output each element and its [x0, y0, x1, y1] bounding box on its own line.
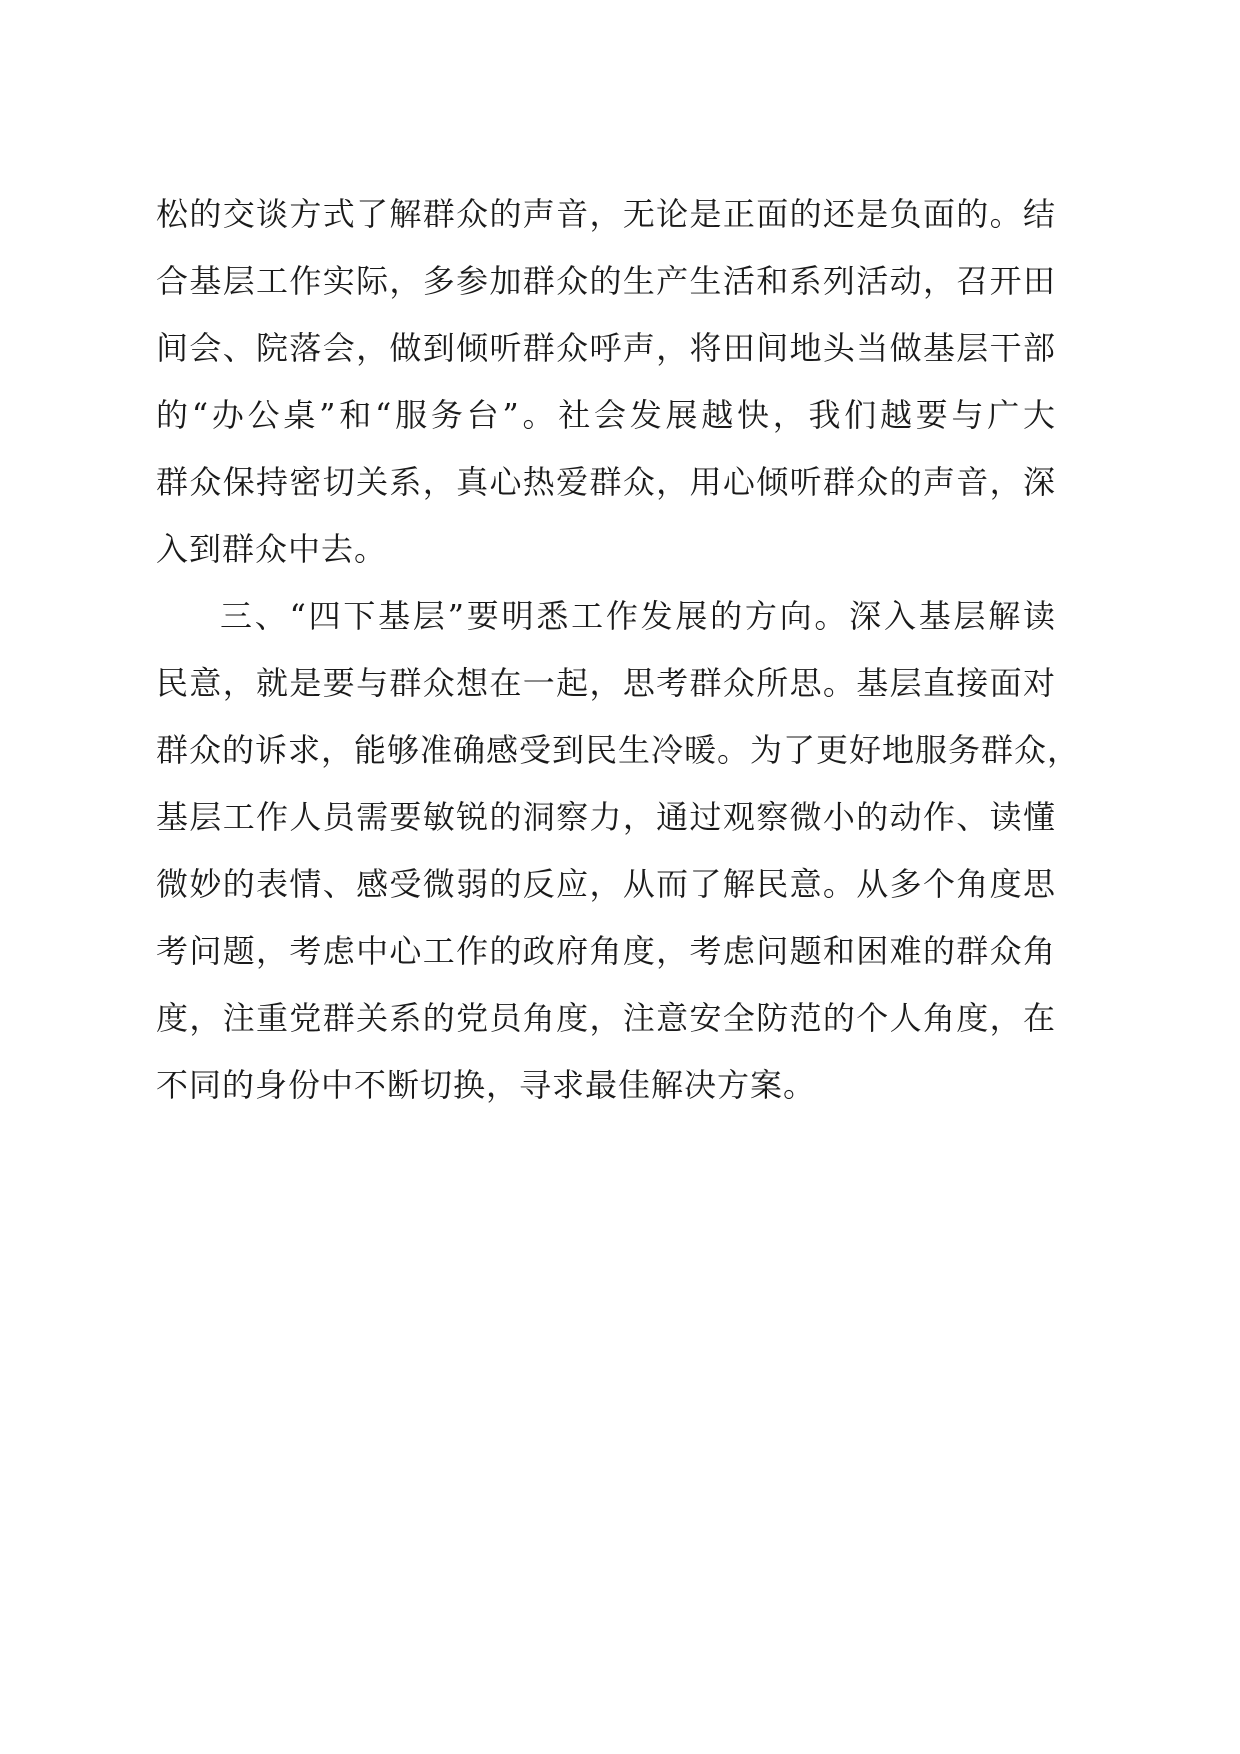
paragraph-line: 松的交谈方式了解群众的声音，无论是正面的还是负面的。结 — [156, 195, 1056, 233]
paragraph-line: 合基层工作实际，多参加群众的生产生活和系列活动，召开田 — [156, 262, 1056, 300]
paragraph-line: 微妙的表情、感受微弱的反应，从而了解民意。从多个角度思 — [156, 865, 1056, 903]
paragraph-line: 的“办公桌”和“服务台”。社会发展越快，我们越要与广大 — [156, 396, 1056, 434]
paragraph-line: 民意，就是要与群众想在一起，思考群众所思。基层直接面对 — [156, 664, 1056, 702]
paragraph-1 — [156, 181, 1056, 583]
paragraph-line: 间会、院落会，做到倾听群众呼声，将田间地头当做基层干部 — [156, 329, 1056, 367]
paragraph-line: 入到群众中去。 — [156, 530, 388, 568]
paragraph-line: 群众的诉求，能够准确感受到民生冷暖。为了更好地服务群众， — [156, 731, 1081, 769]
paragraph-line: 考问题，考虑中心工作的政府角度，考虑问题和困难的群众角 — [156, 932, 1056, 970]
paragraph-line: 度，注重党群关系的党员角度，注意安全防范的个人角度，在 — [156, 999, 1056, 1037]
paragraph-line: 不同的身份中不断切换，寻求最佳解决方案。 — [156, 1066, 817, 1104]
paragraph-heading-line: 三、“四下基层”要明悉工作发展的方向。深入基层解读 — [220, 597, 1056, 635]
document-body — [156, 181, 1081, 1119]
paragraph-2 — [156, 583, 1081, 1119]
paragraph-line: 群众保持密切关系，真心热爱群众，用心倾听群众的声音，深 — [156, 463, 1056, 501]
paragraph-line: 基层工作人员需要敏锐的洞察力，通过观察微小的动作、读懂 — [156, 798, 1056, 836]
